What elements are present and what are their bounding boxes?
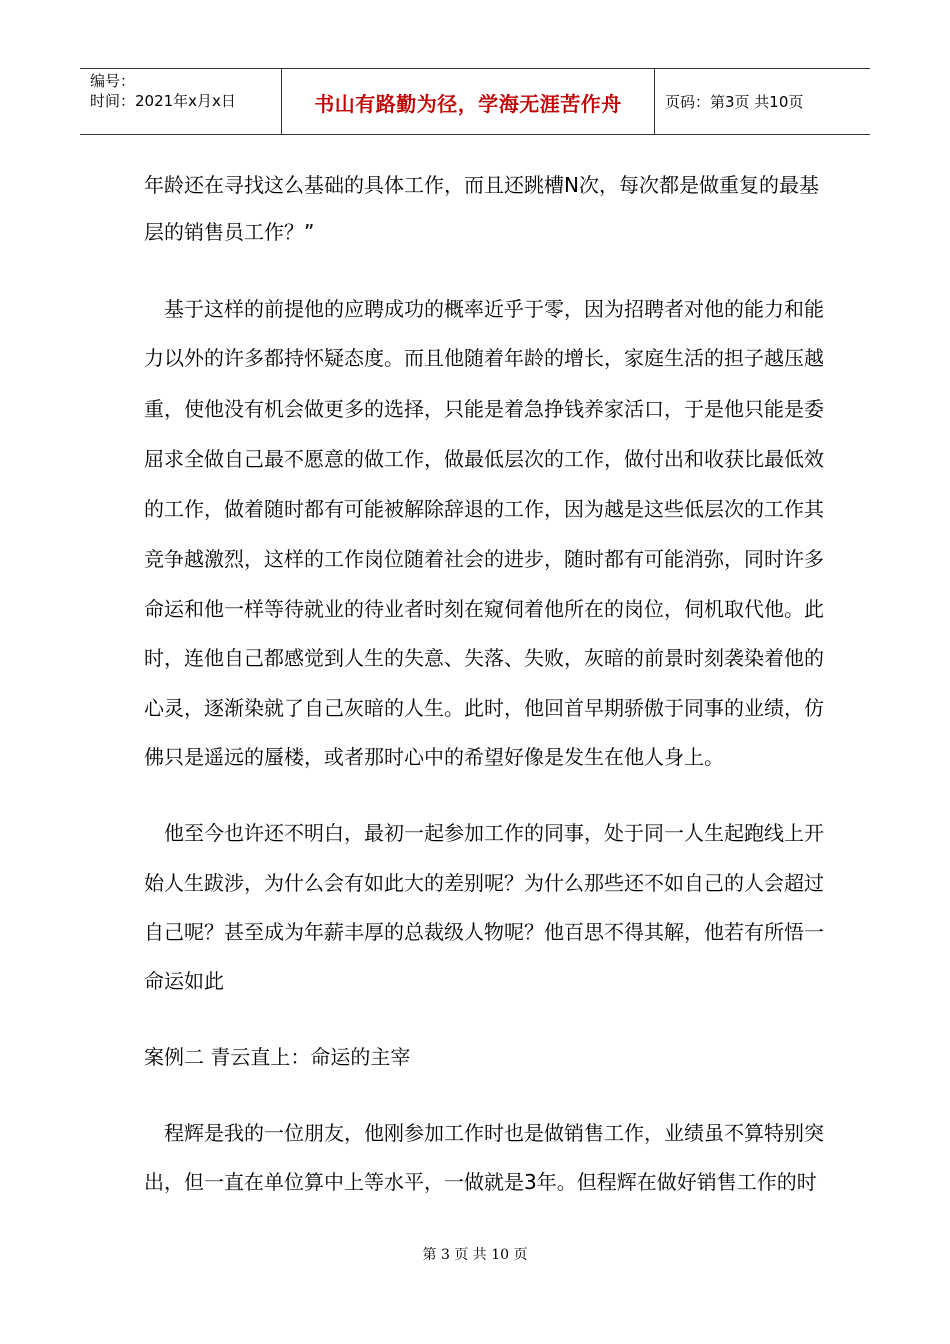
header-motto: 书山有路勤为径，学海无涯苦作舟 [314, 92, 622, 116]
body-line: 佛只是遥远的蜃楼，或者那时心中的希望好像是发生在他人身上。 [144, 745, 724, 769]
header-motto-cell [281, 69, 655, 134]
body-line: 他至今也许还不明白，最初一起参加工作的同事，处于同一人生起跑线上开 [164, 821, 824, 845]
page-footer: 第 3 页 共 10 页 [422, 1247, 528, 1263]
body-line: 程辉是我的一位朋友，他刚参加工作时也是做销售工作，业绩虽不算特别突 [164, 1121, 824, 1145]
header-page-cell [655, 69, 870, 134]
body-line: 屈求全做自己最不愿意的做工作，做最低层次的工作，做付出和收获比最低效 [144, 447, 824, 471]
document-number-label: 编号： [90, 72, 136, 90]
body-line: 年龄还在寻找这么基础的具体工作，而且还跳槽N次，每次都是做重复的最基 [144, 173, 819, 197]
header-page-code: 页码：第3页 共10页 [665, 93, 804, 111]
document-date-label: 时间：2021年x月x日 [90, 92, 236, 110]
section-heading: 案例二 青云直上：命运的主宰 [144, 1045, 411, 1069]
body-line: 层的销售员工作？” [144, 220, 315, 244]
body-line: 时，连他自己都感觉到人生的失意、失落、失败，灰暗的前景时刻袭染着他的 [144, 646, 824, 670]
body-line: 出，但一直在单位算中上等水平，一做就是3年。但程辉在做好销售工作的时 [144, 1170, 817, 1194]
body-line: 基于这样的前提他的应聘成功的概率近乎于零，因为招聘者对他的能力和能 [164, 297, 824, 321]
body-line: 自己呢？甚至成为年薪丰厚的总裁级人物呢？他百思不得其解，他若有所悟一 [144, 920, 824, 944]
body-line: 命运如此 [144, 969, 224, 993]
header-meta-cell [80, 69, 281, 134]
body-line: 的工作，做着随时都有可能被解除辞退的工作，因为越是这些低层次的工作其 [144, 497, 824, 521]
body-line: 始人生跋涉，为什么会有如此大的差别呢？为什么那些还不如自己的人会超过 [144, 871, 824, 895]
document-header [80, 68, 870, 135]
body-line: 力以外的许多都持怀疑态度。而且他随着年龄的增长，家庭生活的担子越压越 [144, 346, 824, 370]
body-line: 心灵，逐渐染就了自己灰暗的人生。此时，他回首早期骄傲于同事的业绩，仿 [144, 696, 824, 720]
body-line: 重，使他没有机会做更多的选择，只能是着急挣钱养家活口，于是他只能是委 [144, 397, 824, 421]
body-line: 命运和他一样等待就业的待业者时刻在窥伺着他所在的岗位，伺机取代他。此 [144, 597, 824, 621]
body-line: 竞争越激烈，这样的工作岗位随着社会的进步，随时都有可能消弥，同时许多 [144, 547, 824, 571]
